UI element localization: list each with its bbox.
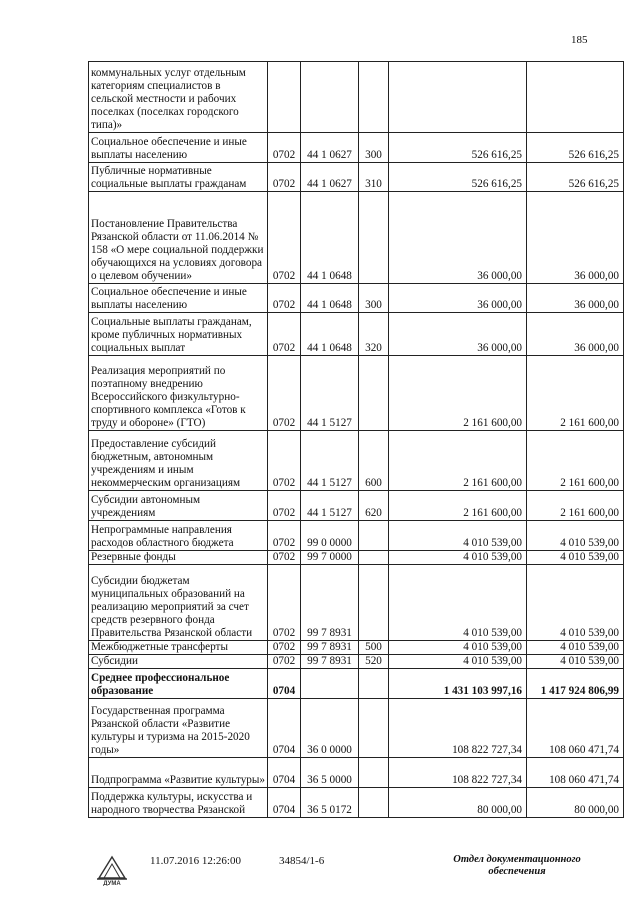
- sum-1-cell: 1 431 103 997,16: [389, 669, 527, 699]
- section-code-cell: 0702: [268, 491, 301, 521]
- footer-department-line2: обеспечения: [488, 866, 546, 877]
- table-row: [89, 551, 624, 565]
- sum-2-cell: 108 060 471,74: [527, 699, 624, 758]
- expense-type-cell: [359, 565, 389, 641]
- table-row: [89, 699, 624, 758]
- expense-type-cell: 600: [359, 431, 389, 491]
- target-article-cell: 36 0 0000: [301, 699, 359, 758]
- section-code-cell: 0702: [268, 431, 301, 491]
- target-article-cell: 99 7 8931: [301, 565, 359, 641]
- sum-1-cell: 36 000,00: [389, 284, 527, 313]
- target-article-cell: 36 5 0000: [301, 758, 359, 788]
- row-name-cell: Подпрограмма «Развитие культуры»: [89, 758, 268, 788]
- sum-1-cell: 80 000,00: [389, 788, 527, 818]
- expense-type-cell: [359, 62, 389, 133]
- expense-type-cell: [359, 192, 389, 284]
- expense-type-cell: [359, 356, 389, 431]
- expense-type-cell: [359, 788, 389, 818]
- sum-2-cell: 80 000,00: [527, 788, 624, 818]
- logo-text: ДУМА: [103, 881, 121, 886]
- target-article-cell: 44 1 0627: [301, 163, 359, 192]
- section-code-cell: 0702: [268, 641, 301, 655]
- target-article-cell: 44 1 5127: [301, 491, 359, 521]
- sum-1-cell: [389, 62, 527, 133]
- footer-department-line1: Отдел документационного: [453, 854, 581, 865]
- sum-1-cell: 4 010 539,00: [389, 641, 527, 655]
- target-article-cell: 44 1 5127: [301, 431, 359, 491]
- expense-type-cell: [359, 551, 389, 565]
- sum-2-cell: 4 010 539,00: [527, 551, 624, 565]
- sum-2-cell: 2 161 600,00: [527, 431, 624, 491]
- row-name-cell: Среднее профессиональное образование: [89, 669, 268, 699]
- target-article-cell: 99 7 0000: [301, 551, 359, 565]
- row-name-cell: Реализация мероприятий по поэтапному внедрению Всероссийского физкультурно-спортивного комплекса «Готов к труду и обороне» (ГТО): [89, 356, 268, 431]
- target-article-cell: 44 1 0648: [301, 192, 359, 284]
- sum-1-cell: 2 161 600,00: [389, 356, 527, 431]
- sum-1-cell: 526 616,25: [389, 133, 527, 163]
- budget-table: [88, 61, 624, 818]
- row-name-cell: Постановление Правительства Рязанской области от 11.06.2014 № 158 «О мере социальной поддержки обучающихся на условиях договора о целевом обучении»: [89, 192, 268, 284]
- table-row: [89, 521, 624, 551]
- section-code-cell: 0702: [268, 655, 301, 669]
- footer-department: [442, 854, 592, 878]
- table-row: [89, 669, 624, 699]
- row-name-cell: Субсидии бюджетам муниципальных образований на реализацию мероприятий за счет средств резервного фонда Правительства Рязанской области: [89, 565, 268, 641]
- expense-type-cell: 500: [359, 641, 389, 655]
- table-row: [89, 62, 624, 133]
- row-name-cell: Государственная программа Рязанской области «Развитие культуры и туризма на 2015-2020 годы»: [89, 699, 268, 758]
- row-name-cell: коммунальных услуг отдельным категориям специалистов в сельской местности и рабочих поселках (поселках городского типа)»: [89, 62, 268, 133]
- sum-2-cell: 36 000,00: [527, 284, 624, 313]
- section-code-cell: 0702: [268, 551, 301, 565]
- row-name-cell: Предоставление субсидий бюджетным, автономным учреждениям и иным некоммерческим организациям: [89, 431, 268, 491]
- sum-1-cell: 36 000,00: [389, 192, 527, 284]
- duma-logo-icon: [95, 852, 129, 886]
- expense-type-cell: [359, 521, 389, 551]
- target-article-cell: 44 1 0648: [301, 313, 359, 356]
- sum-2-cell: 2 161 600,00: [527, 356, 624, 431]
- section-code-cell: 0702: [268, 356, 301, 431]
- section-code-cell: 0702: [268, 192, 301, 284]
- sum-2-cell: 526 616,25: [527, 133, 624, 163]
- section-code-cell: 0702: [268, 521, 301, 551]
- expense-type-cell: [359, 758, 389, 788]
- expense-type-cell: 300: [359, 284, 389, 313]
- section-code-cell: 0702: [268, 565, 301, 641]
- sum-1-cell: 108 822 727,34: [389, 699, 527, 758]
- sum-1-cell: 4 010 539,00: [389, 551, 527, 565]
- table-row: [89, 788, 624, 818]
- expense-type-cell: 520: [359, 655, 389, 669]
- page-number: 185: [571, 34, 588, 46]
- sum-1-cell: 4 010 539,00: [389, 565, 527, 641]
- target-article-cell: 36 5 0172: [301, 788, 359, 818]
- expense-type-cell: [359, 669, 389, 699]
- budget-table-body: [89, 62, 624, 818]
- expense-type-cell: 620: [359, 491, 389, 521]
- sum-2-cell: 36 000,00: [527, 192, 624, 284]
- sum-2-cell: 1 417 924 806,99: [527, 669, 624, 699]
- sum-1-cell: 36 000,00: [389, 313, 527, 356]
- expense-type-cell: 320: [359, 313, 389, 356]
- section-code-cell: [268, 62, 301, 133]
- sum-1-cell: 108 822 727,34: [389, 758, 527, 788]
- expense-type-cell: 310: [359, 163, 389, 192]
- sum-2-cell: 526 616,25: [527, 163, 624, 192]
- row-name-cell: Поддержка культуры, искусства и народного творчества Рязанской: [89, 788, 268, 818]
- target-article-cell: 99 7 8931: [301, 641, 359, 655]
- sum-1-cell: 4 010 539,00: [389, 655, 527, 669]
- row-name-cell: Социальные выплаты гражданам, кроме публичных нормативных социальных выплат: [89, 313, 268, 356]
- table-row: [89, 356, 624, 431]
- sum-1-cell: 2 161 600,00: [389, 491, 527, 521]
- section-code-cell: 0702: [268, 163, 301, 192]
- table-row: [89, 641, 624, 655]
- table-row: [89, 163, 624, 192]
- footer-datetime: 11.07.2016 12:26:00: [150, 855, 241, 867]
- section-code-cell: 0702: [268, 133, 301, 163]
- sum-2-cell: 108 060 471,74: [527, 758, 624, 788]
- table-row: [89, 655, 624, 669]
- sum-2-cell: 4 010 539,00: [527, 521, 624, 551]
- row-name-cell: Публичные нормативные социальные выплаты гражданам: [89, 163, 268, 192]
- sum-2-cell: 4 010 539,00: [527, 655, 624, 669]
- sum-2-cell: 2 161 600,00: [527, 491, 624, 521]
- footer-doc-number: 34854/1-6: [279, 855, 325, 867]
- table-row: [89, 565, 624, 641]
- row-name-cell: Субсидии автономным учреждениям: [89, 491, 268, 521]
- table-row: [89, 431, 624, 491]
- sum-2-cell: 36 000,00: [527, 313, 624, 356]
- row-name-cell: Социальное обеспечение и иные выплаты населению: [89, 133, 268, 163]
- section-code-cell: 0704: [268, 699, 301, 758]
- row-name-cell: Социальное обеспечение и иные выплаты населению: [89, 284, 268, 313]
- target-article-cell: [301, 669, 359, 699]
- row-name-cell: Субсидии: [89, 655, 268, 669]
- section-code-cell: 0704: [268, 669, 301, 699]
- row-name-cell: Непрограммные направления расходов областного бюджета: [89, 521, 268, 551]
- expense-type-cell: [359, 699, 389, 758]
- table-row: [89, 758, 624, 788]
- row-name-cell: Резервные фонды: [89, 551, 268, 565]
- row-name-cell: Межбюджетные трансферты: [89, 641, 268, 655]
- target-article-cell: 44 1 0627: [301, 133, 359, 163]
- table-row: [89, 491, 624, 521]
- table-row: [89, 192, 624, 284]
- section-code-cell: 0702: [268, 313, 301, 356]
- target-article-cell: 99 0 0000: [301, 521, 359, 551]
- section-code-cell: 0702: [268, 284, 301, 313]
- table-row: [89, 284, 624, 313]
- target-article-cell: 44 1 5127: [301, 356, 359, 431]
- section-code-cell: 0704: [268, 758, 301, 788]
- target-article-cell: [301, 62, 359, 133]
- sum-2-cell: 4 010 539,00: [527, 565, 624, 641]
- section-code-cell: 0704: [268, 788, 301, 818]
- sum-1-cell: 2 161 600,00: [389, 431, 527, 491]
- sum-2-cell: 4 010 539,00: [527, 641, 624, 655]
- table-row: [89, 133, 624, 163]
- sum-1-cell: 4 010 539,00: [389, 521, 527, 551]
- target-article-cell: 99 7 8931: [301, 655, 359, 669]
- sum-2-cell: [527, 62, 624, 133]
- table-row: [89, 313, 624, 356]
- sum-1-cell: 526 616,25: [389, 163, 527, 192]
- expense-type-cell: 300: [359, 133, 389, 163]
- target-article-cell: 44 1 0648: [301, 284, 359, 313]
